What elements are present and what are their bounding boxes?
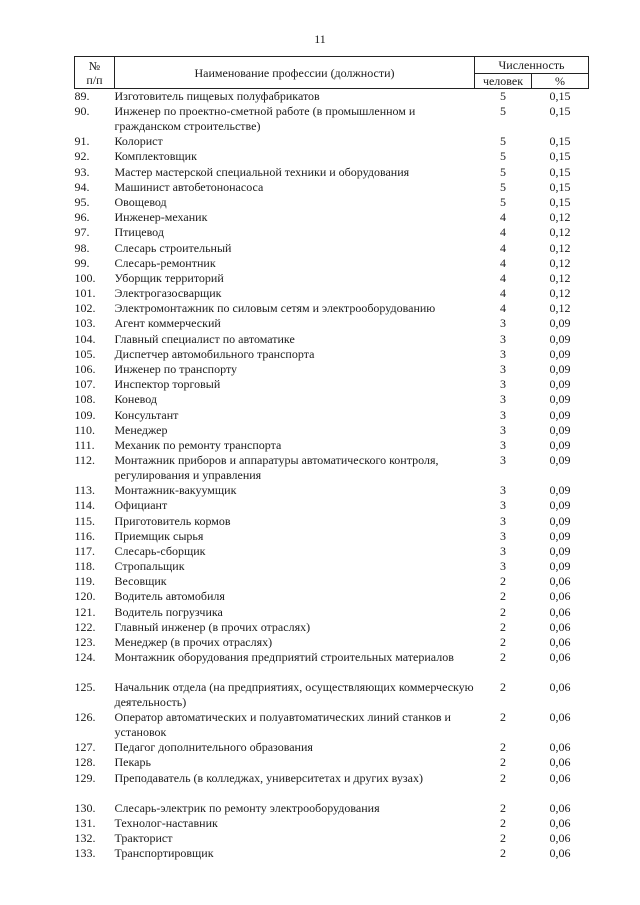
table-row	[75, 195, 589, 210]
row-number: 100.	[74, 270, 96, 285]
row-profession: Консультант	[114, 407, 179, 422]
row-percent: 0,06	[549, 770, 571, 785]
row-people-count: 2	[500, 619, 506, 634]
row-percent: 0,09	[549, 483, 571, 498]
row-percent: 0,12	[549, 286, 571, 301]
row-percent: 0,06	[549, 800, 571, 815]
table-row	[75, 529, 589, 544]
row-percent: 0,12	[549, 270, 571, 285]
row-percent: 0,15	[549, 89, 571, 103]
row-number: 114.	[74, 498, 96, 513]
table-row	[75, 408, 589, 423]
row-people-count: 2	[500, 589, 506, 604]
row-number: 95.	[74, 194, 90, 209]
row-percent: 0,06	[549, 815, 571, 830]
table-row	[75, 680, 589, 710]
row-people-count: 3	[500, 528, 506, 543]
row-percent: 0,12	[549, 301, 571, 316]
row-percent: 0,06	[549, 755, 571, 770]
row-number: 131.	[74, 815, 96, 830]
row-profession: Уборщик территорий	[114, 270, 224, 285]
row-profession: Машинист автобетононасоса	[114, 179, 264, 194]
table-row	[75, 301, 589, 316]
table-row	[75, 710, 589, 740]
row-number: 122.	[74, 619, 96, 634]
table-row	[75, 544, 589, 559]
table-row	[75, 392, 589, 407]
row-profession: Птицевод	[114, 225, 164, 240]
row-percent: 0,09	[549, 513, 571, 528]
row-people-count: 2	[500, 650, 506, 665]
row-profession: Главный инженер (в прочих отраслях)	[114, 619, 311, 634]
table-row	[75, 574, 589, 589]
row-number: 116.	[74, 528, 96, 543]
row-profession: Начальник отдела (на предприятиях, осуществляющих коммерческую деятельность)	[114, 680, 474, 710]
row-number: 96.	[74, 210, 90, 225]
row-people-count: 3	[500, 498, 506, 513]
row-number: 130.	[74, 800, 96, 815]
table-row	[75, 438, 589, 453]
table-row	[75, 650, 589, 680]
page-number: 11	[314, 32, 326, 46]
row-number: 117.	[74, 543, 96, 558]
row-people-count: 3	[500, 331, 506, 346]
table-row	[75, 377, 589, 392]
table-row	[75, 347, 589, 362]
row-profession: Инженер-механик	[114, 210, 208, 225]
table-row	[75, 816, 589, 831]
header-people: человек	[475, 74, 532, 89]
row-percent: 0,09	[549, 498, 571, 513]
row-people-count: 3	[500, 543, 506, 558]
row-percent: 0,12	[549, 255, 571, 270]
row-percent: 0,09	[549, 543, 571, 558]
row-profession: Приемщик сырья	[114, 528, 204, 543]
row-percent: 0,06	[549, 635, 571, 649]
row-profession: Менеджер	[114, 422, 168, 437]
row-people-count: 5	[500, 149, 506, 164]
row-percent: 0,09	[549, 453, 571, 468]
row-number: 126.	[74, 710, 96, 725]
row-number: 111.	[74, 437, 95, 452]
table-row	[75, 620, 589, 635]
row-profession: Коневод	[114, 392, 157, 407]
table-row	[75, 605, 589, 620]
row-number: 99.	[74, 255, 90, 270]
row-number: 109.	[74, 407, 96, 422]
row-people-count: 4	[500, 210, 506, 225]
row-percent: 0,15	[549, 179, 571, 194]
table-row	[75, 241, 589, 256]
table-row	[75, 165, 589, 180]
row-people-count: 2	[500, 740, 506, 755]
header-profession-name: Наименование профессии (должности)	[115, 57, 475, 89]
table-row	[75, 498, 589, 513]
row-people-count: 3	[500, 437, 506, 452]
row-number: 89.	[74, 89, 90, 103]
row-percent: 0,12	[549, 240, 571, 255]
row-people-count: 2	[500, 770, 506, 785]
row-percent: 0,09	[549, 437, 571, 452]
row-profession: Комплектовщик	[114, 149, 197, 164]
table-row	[75, 514, 589, 529]
row-profession: Электрогазосварщик	[114, 286, 222, 301]
row-profession: Овощевод	[114, 194, 167, 209]
row-number: 93.	[74, 164, 90, 179]
row-percent: 0,06	[549, 740, 571, 755]
row-people-count: 5	[500, 104, 506, 119]
row-number: 112.	[74, 453, 96, 468]
row-people-count: 3	[500, 377, 506, 392]
row-number: 92.	[74, 149, 90, 164]
row-profession: Весовщик	[114, 574, 167, 589]
row-people-count: 2	[500, 635, 506, 649]
row-number: 103.	[74, 316, 96, 331]
row-number: 132.	[74, 830, 96, 845]
row-number: 108.	[74, 392, 96, 407]
row-people-count: 4	[500, 270, 506, 285]
row-profession: Слесарь-электрик по ремонту электрооборудования	[114, 800, 380, 815]
row-percent: 0,06	[549, 604, 571, 619]
row-number: 97.	[74, 225, 90, 240]
row-percent: 0,15	[549, 134, 571, 149]
row-number: 110.	[74, 422, 96, 437]
row-people-count: 2	[500, 815, 506, 830]
row-percent: 0,06	[549, 589, 571, 604]
row-profession: Тракторист	[114, 830, 173, 845]
row-people-count: 3	[500, 362, 506, 376]
row-percent: 0,09	[549, 422, 571, 437]
row-number: 91.	[74, 134, 90, 149]
row-people-count: 3	[500, 453, 506, 468]
row-number: 113.	[74, 483, 96, 498]
table-row	[75, 831, 589, 846]
table-row	[75, 589, 589, 604]
table-row	[75, 423, 589, 438]
row-people-count: 4	[500, 301, 506, 316]
row-people-count: 4	[500, 255, 506, 270]
row-profession: Транспортировщик	[114, 846, 214, 861]
table-body	[75, 89, 589, 862]
row-profession: Водитель автомобиля	[114, 589, 225, 604]
row-profession: Слесарь строительный	[114, 240, 232, 255]
row-profession: Технолог-наставник	[114, 815, 218, 830]
row-number: 127.	[74, 740, 96, 755]
row-people-count: 4	[500, 225, 506, 240]
row-profession: Главный специалист по автоматике	[114, 331, 295, 346]
header-number-symbol: №	[88, 58, 101, 73]
table-row	[75, 286, 589, 301]
row-people-count: 2	[500, 604, 506, 619]
row-number: 125.	[74, 680, 96, 695]
row-percent: 0,09	[549, 316, 571, 331]
row-profession: Стропальщик	[114, 559, 185, 574]
table-row	[75, 180, 589, 195]
row-profession: Инженер по проектно-сметной работе (в промышленном и гражданском строительстве)	[114, 104, 416, 134]
table-row	[75, 453, 589, 483]
row-percent: 0,06	[549, 680, 571, 695]
row-number: 133.	[74, 846, 96, 861]
table-row	[75, 149, 589, 164]
row-profession: Мастер мастерской специальной техники и оборудования	[114, 164, 410, 179]
row-number: 129.	[74, 770, 96, 785]
row-people-count: 3	[500, 392, 506, 407]
table-row	[75, 316, 589, 331]
row-percent: 0,12	[549, 225, 571, 240]
table-row	[75, 271, 589, 286]
row-percent: 0,06	[549, 846, 571, 861]
row-people-count: 5	[500, 179, 506, 194]
row-people-count: 2	[500, 710, 506, 725]
row-number: 123.	[74, 635, 96, 649]
row-profession: Изготовитель пищевых полуфабрикатов	[114, 89, 320, 103]
row-profession: Инженер по транспорту	[114, 362, 238, 376]
row-profession: Пекарь	[114, 755, 151, 770]
row-percent: 0,06	[549, 574, 571, 589]
row-number: 124.	[74, 650, 96, 665]
row-people-count: 3	[500, 407, 506, 422]
row-percent: 0,15	[549, 104, 571, 119]
row-number: 106.	[74, 362, 96, 376]
row-profession: Монтажник приборов и аппаратуры автоматического контроля, регулирования и управления	[114, 453, 439, 483]
row-percent: 0,06	[549, 710, 571, 725]
row-profession: Монтажник оборудования предприятий строительных материалов	[114, 650, 454, 665]
row-percent: 0,15	[549, 149, 571, 164]
header-percent: %	[532, 74, 589, 89]
row-number: 90.	[74, 104, 90, 119]
row-people-count: 2	[500, 680, 506, 695]
row-number: 105.	[74, 346, 96, 361]
table-row	[75, 210, 589, 225]
row-profession: Агент коммерческий	[114, 316, 221, 331]
row-profession: Механик по ремонту транспорта	[114, 437, 282, 452]
row-people-count: 3	[500, 422, 506, 437]
table-row	[75, 635, 589, 650]
row-number: 98.	[74, 240, 90, 255]
row-number: 115.	[74, 513, 96, 528]
row-people-count: 3	[500, 316, 506, 331]
row-profession: Слесарь-сборщик	[114, 543, 206, 558]
table-row	[75, 256, 589, 271]
row-profession: Преподаватель (в колледжах, университетах и других вузах)	[114, 770, 423, 785]
row-people-count: 5	[500, 134, 506, 149]
row-percent: 0,09	[549, 392, 571, 407]
row-percent: 0,09	[549, 407, 571, 422]
row-people-count: 5	[500, 89, 506, 103]
row-profession: Водитель погрузчика	[114, 604, 223, 619]
row-profession: Монтажник-вакуумщик	[114, 483, 237, 498]
row-percent: 0,06	[549, 830, 571, 845]
row-profession: Приготовитель кормов	[114, 513, 231, 528]
professions-table	[74, 56, 589, 861]
row-people-count: 4	[500, 286, 506, 301]
row-people-count: 4	[500, 240, 506, 255]
row-people-count: 5	[500, 194, 506, 209]
row-people-count: 2	[500, 755, 506, 770]
table-row	[75, 740, 589, 755]
row-percent: 0,09	[549, 346, 571, 361]
row-profession: Педагог дополнительного образования	[114, 740, 313, 755]
row-people-count: 2	[500, 800, 506, 815]
table-row	[75, 755, 589, 770]
row-number: 118.	[74, 559, 96, 574]
row-percent: 0,15	[549, 194, 571, 209]
row-profession: Диспетчер автомобильного транспорта	[114, 346, 315, 361]
row-number: 121.	[74, 604, 96, 619]
row-profession: Инспектор торговый	[114, 377, 221, 392]
header-number-abbr: п/п	[86, 72, 103, 87]
row-profession: Официант	[114, 498, 168, 513]
header-headcount: Численность	[475, 57, 589, 74]
row-percent: 0,15	[549, 164, 571, 179]
row-people-count: 2	[500, 830, 506, 845]
row-number: 119.	[74, 574, 96, 589]
table-row	[75, 801, 589, 816]
row-people-count: 2	[500, 846, 506, 861]
row-profession: Электромонтажник по силовым сетям и электрооборудованию	[114, 301, 436, 316]
row-percent: 0,12	[549, 210, 571, 225]
table-row	[75, 846, 589, 861]
row-number: 104.	[74, 331, 96, 346]
table-row	[75, 225, 589, 240]
row-percent: 0,06	[549, 619, 571, 634]
table-row	[75, 362, 589, 377]
table-row	[75, 332, 589, 347]
row-number: 120.	[74, 589, 96, 604]
row-percent: 0,09	[549, 362, 571, 376]
row-profession: Менеджер (в прочих отраслях)	[114, 635, 273, 649]
header-number	[75, 57, 115, 89]
row-profession: Оператор автоматических и полуавтоматических линий станков и установок	[114, 710, 451, 740]
row-number: 101.	[74, 286, 96, 301]
row-percent: 0,09	[549, 331, 571, 346]
row-number: 107.	[74, 377, 96, 392]
row-percent: 0,06	[549, 650, 571, 665]
table-row	[75, 483, 589, 498]
table-header	[75, 57, 589, 89]
row-profession: Слесарь-ремонтник	[114, 255, 216, 270]
table-row	[75, 134, 589, 149]
row-percent: 0,09	[549, 528, 571, 543]
row-people-count: 3	[500, 483, 506, 498]
row-people-count: 2	[500, 574, 506, 589]
table-row	[75, 104, 589, 134]
row-people-count: 5	[500, 164, 506, 179]
table-row	[75, 771, 589, 801]
row-profession: Колорист	[114, 134, 163, 149]
row-percent: 0,09	[549, 559, 571, 574]
row-people-count: 3	[500, 513, 506, 528]
table-row	[75, 89, 589, 105]
row-people-count: 3	[500, 559, 506, 574]
row-number: 94.	[74, 179, 90, 194]
row-number: 102.	[74, 301, 96, 316]
table-row	[75, 559, 589, 574]
row-percent: 0,09	[549, 377, 571, 392]
row-number: 128.	[74, 755, 96, 770]
row-people-count: 3	[500, 346, 506, 361]
